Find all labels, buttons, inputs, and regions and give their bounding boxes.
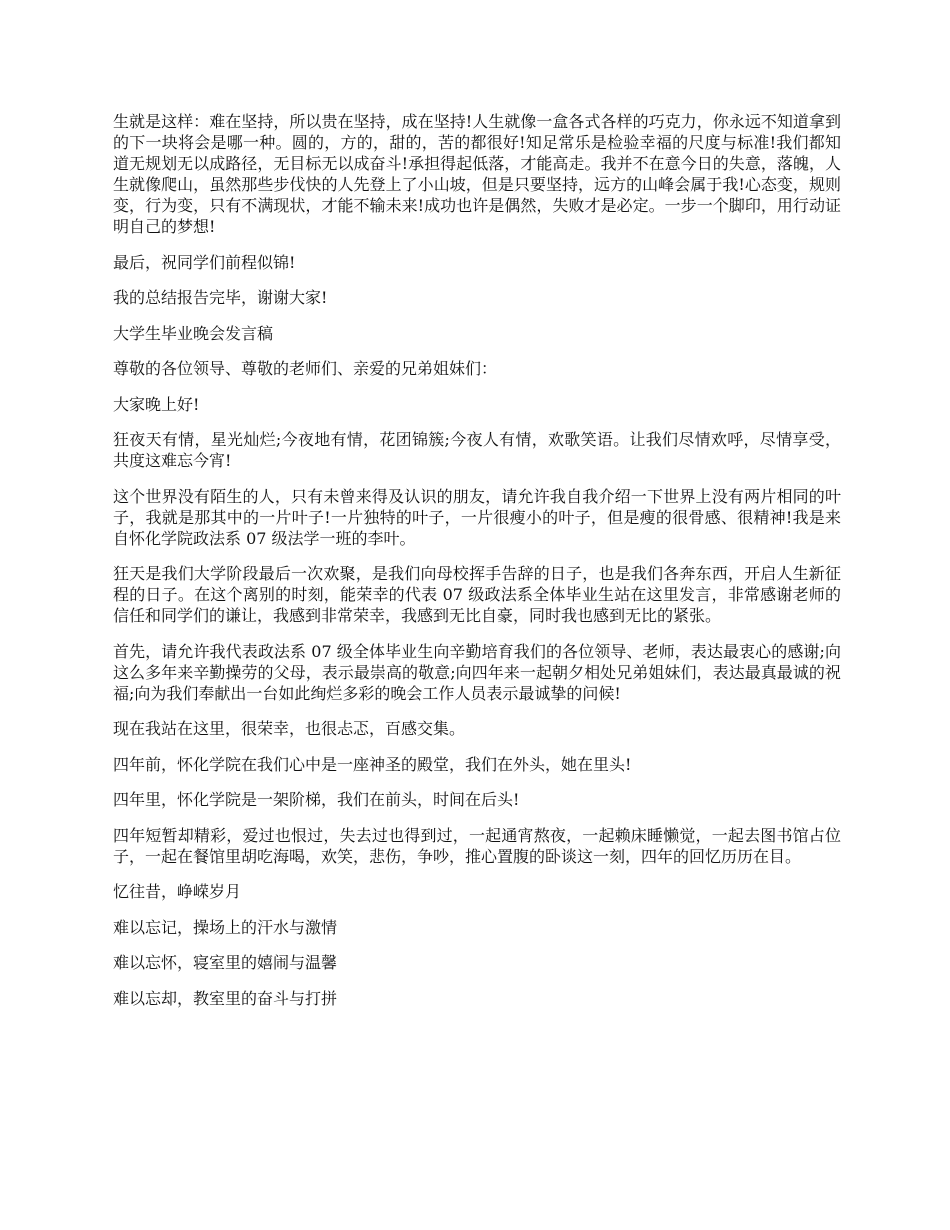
- paragraph-report-end: 我的总结报告完毕，谢谢大家!: [113, 288, 328, 307]
- paragraph-perseverance: 生就是这样：难在坚持，所以贵在坚持，成在坚持!人生就像一盒各式各样的巧克力，你永远不知道拿到的下一块将会是哪一种。圆的，方的，甜的，苦的都很好!知足常乐是检验幸福的尺度与标准!我们都知道无规划无以成路径，无目标无以成奋斗!承担得起低落，才能高走。我并不在意今日的失意，落魄，人生就像爬山，虽然那些步伐快的人先登上了小山坡，但是只要坚持，远方的山峰会属于我!心态变，规则变，行为变，只有不满现状，才能不输未来!成功也许是偶然，失败才是必定。一步一个脚印，用行动证明自己的梦想!: [113, 112, 841, 236]
- paragraph-greeting: 大家晚上好!: [113, 394, 200, 414]
- paragraph-salutation: 尊敬的各位领导、尊敬的老师们、亲爱的兄弟姐妹们：: [113, 359, 498, 378]
- paragraph-memories: 四年短暂却精彩，爱过也恨过，失去过也得到过，一起通宵熬夜，一起赖床睡懒觉，一起去图书馆占位子，一起在餐馆里胡吃海喝，欢笑，悲伤，争吵，推心置腹的卧谈这一刻，四年的回忆历历在目。: [113, 825, 841, 866]
- paragraph-farewell-wish: 最后，祝同学们前程似锦!: [113, 252, 296, 272]
- paragraph-four-years-in: 四年里，怀化学院是一架阶梯，我们在前头，时间在后头!: [113, 790, 520, 809]
- section-title: 大学生毕业晚会发言稿: [113, 323, 274, 343]
- paragraph-self-introduction: 这个世界没有陌生的人，只有未曾来得及认识的朋友，请允许我自我介绍一下世界上没有两片相同的叶子，我就是那其中的一片叶子!一片独特的叶子，一片很瘦小的叶子，但是瘦的很骨感、很精神!我是来自怀化学院政法系 07 级法学一班的李叶。: [113, 486, 841, 548]
- paragraph-occasion: 狂天是我们大学阶段最后一次欢聚，是我们向母校挥手告辞的日子，也是我们各奔东西，开启人生新征程的日子。在这个离别的时刻，能荣幸的代表 07 级政法系全体毕业生站在这里发言，非常感谢老师的信任和同学们的谦让，我感到非常荣幸，我感到无比自豪，同时我也感到无比的紧张。: [113, 564, 841, 625]
- paragraph-playground: 难以忘记，操场上的汗水与激情: [113, 917, 338, 937]
- paragraph-thanks: 首先，请允许我代表政法系 07 级全体毕业生向辛勤培育我们的各位领导、老师，表达最衷心的感谢;向这么多年来辛勤操劳的父母，表示最崇高的敬意;向四年来一起朝夕相处兄弟姐妹们，表达最真最诚的祝福;向为我们奉献出一台如此绚烂多彩的晚会工作人员表示最诚挚的问候!: [113, 641, 841, 703]
- paragraph-feelings: 现在我站在这里，很荣幸，也很忐忑，百感交集。: [113, 719, 466, 738]
- paragraph-dormitory: 难以忘怀，寝室里的嬉闹与温馨: [113, 953, 338, 972]
- paragraph-four-years-ago: 四年前，怀化学院在我们心中是一座神圣的殿堂，我们在外头，她在里头!: [113, 754, 632, 774]
- paragraph-recall: 忆往昔，峥嵘岁月: [113, 882, 242, 901]
- document-page: [113, 111, 841, 1023]
- paragraph-celebration: 狂夜天有情，星光灿烂;今夜地有情，花团锦簇;今夜人有情，欢歌笑语。让我们尽情欢呼，尽情享受，共度这难忘今宵!: [113, 430, 841, 470]
- paragraph-classroom: 难以忘却，教室里的奋斗与打拼: [113, 988, 338, 1008]
